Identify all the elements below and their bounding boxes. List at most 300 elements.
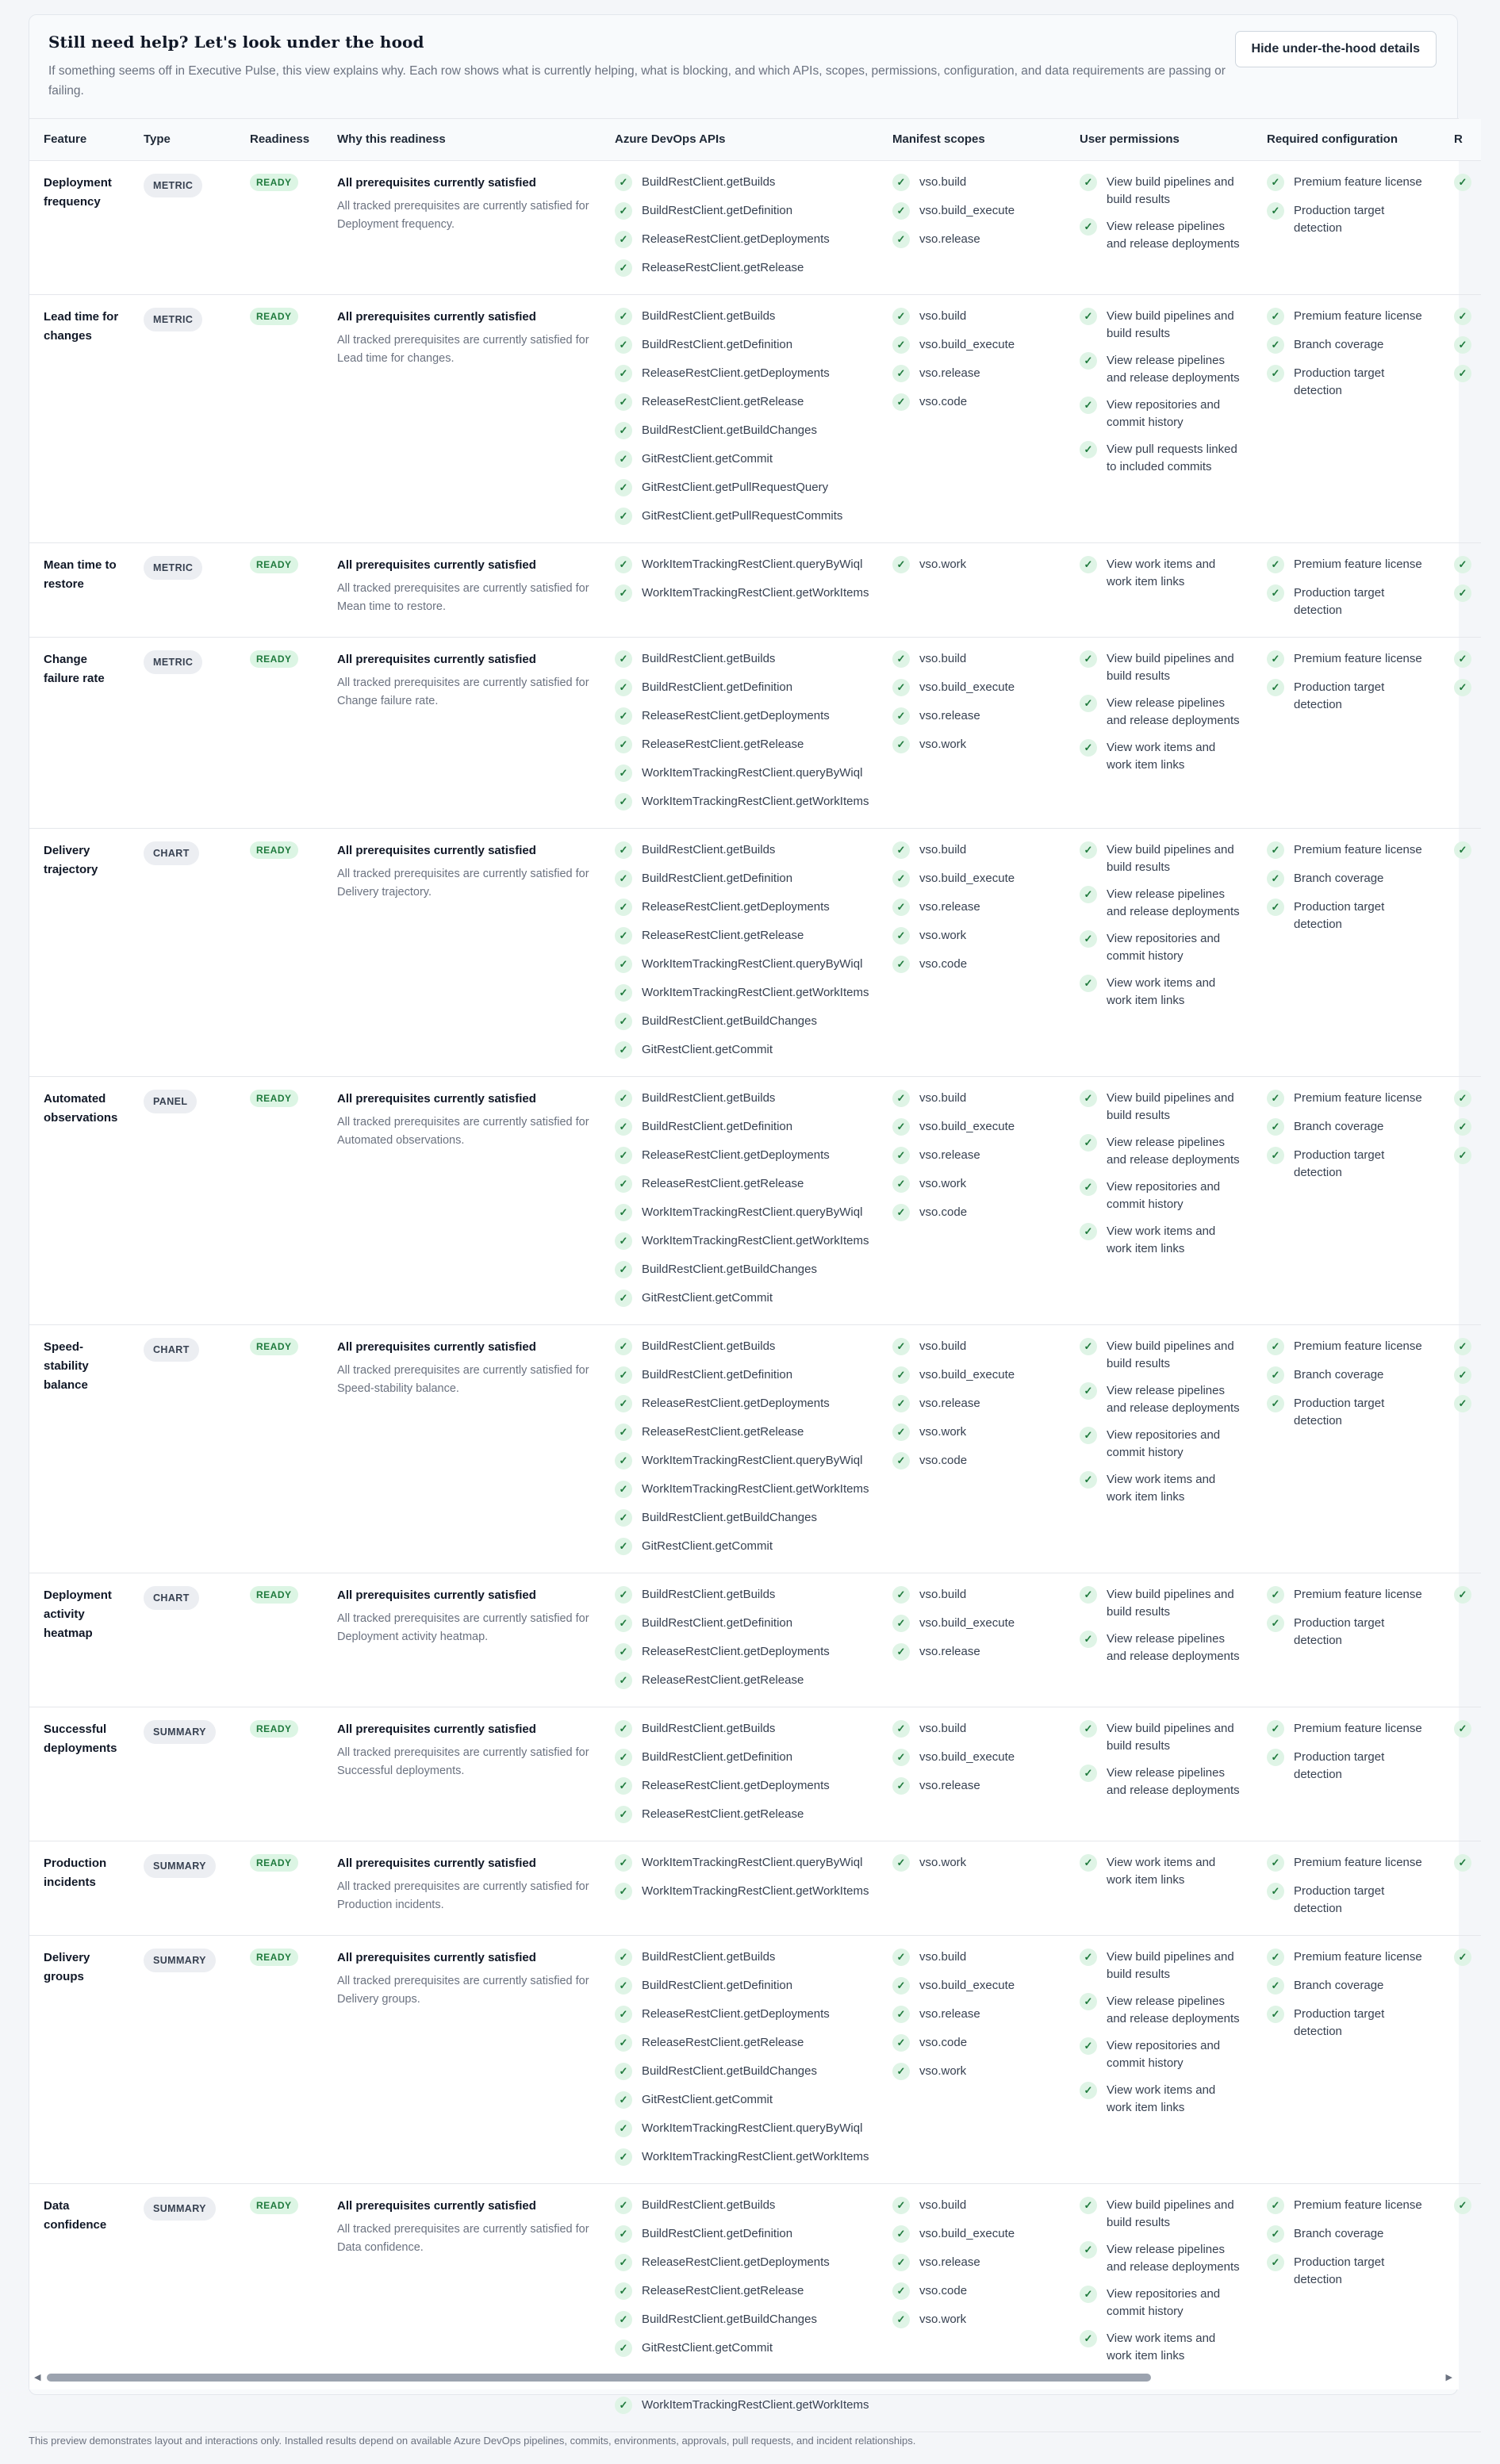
check-icon: ✓: [1080, 1586, 1097, 1604]
config-item: [1267, 1977, 1440, 1995]
check-icon: ✓: [1454, 365, 1471, 382]
permission-item: [1080, 841, 1253, 876]
check-icon: ✓: [615, 2091, 632, 2109]
check-icon: ✓: [1267, 1720, 1284, 1738]
config-cell: [1253, 1573, 1440, 1707]
permission-item: [1080, 1949, 1253, 1983]
scopes-cell: [878, 1935, 1065, 2183]
scope-item-label: vso.work: [919, 557, 967, 571]
readiness-cell: [236, 1707, 323, 1841]
scope-item-label: vso.release: [919, 708, 980, 722]
table-row: [29, 1841, 1481, 1935]
feature-cell: [29, 1324, 129, 1573]
api-item: [615, 2254, 878, 2271]
permission-item-label: View repositories and commit history: [1107, 931, 1221, 963]
scope-item-label: vso.build_execute: [919, 1749, 1015, 1764]
readiness-cell: [236, 294, 323, 542]
data-requirement-item: [1454, 174, 1481, 191]
scope-item-label: vso.release: [919, 2255, 980, 2269]
api-item: [615, 336, 878, 354]
column-header: User permissions: [1065, 119, 1253, 160]
apis-cell: [600, 1707, 878, 1841]
api-item-label: WorkItemTrackingRestClient.getWorkItems: [642, 2149, 869, 2163]
config-item: [1267, 1615, 1440, 1650]
scrollbar-thumb[interactable]: [47, 2374, 1151, 2382]
check-icon: ✓: [1454, 841, 1471, 859]
api-item: [615, 1586, 878, 1604]
check-icon: ✓: [1080, 886, 1097, 903]
permission-item: [1080, 2082, 1253, 2117]
config-item-label: Production target detection: [1294, 1615, 1385, 1647]
type-badge: METRIC: [144, 650, 202, 674]
feature-cell: [29, 1076, 129, 1324]
scope-item: [892, 736, 1065, 753]
scope-item-label: vso.code: [919, 2035, 968, 2049]
config-cell: [1253, 1707, 1440, 1841]
check-icon: ✓: [892, 1395, 910, 1412]
config-item: [1267, 841, 1440, 859]
permission-item-label: View release pipelines and release deployments: [1107, 2242, 1240, 2274]
readiness-cell: [236, 637, 323, 828]
scroll-right-arrow-icon[interactable]: ▶: [1445, 2373, 1452, 2382]
check-icon: ✓: [615, 1749, 632, 1766]
feature-name: Mean time to restore: [44, 558, 117, 591]
permission-item-label: View build pipelines and build results: [1107, 842, 1234, 874]
permission-item: [1080, 2286, 1253, 2320]
why-description: All tracked prerequisites are currently satisfied for Lead time for changes.: [337, 333, 589, 365]
config-item-label: Branch coverage: [1294, 1119, 1384, 1133]
permission-item-label: View work items and work item links: [1107, 2083, 1216, 2114]
config-item-label: Premium feature license: [1294, 1339, 1422, 1353]
check-icon: ✓: [892, 870, 910, 887]
scopes-cell: [878, 637, 1065, 828]
api-item: [615, 2282, 878, 2300]
check-icon: ✓: [892, 1175, 910, 1193]
scope-item-label: vso.build_execute: [919, 203, 1015, 217]
permission-item: [1080, 1471, 1253, 1506]
config-item: [1267, 1366, 1440, 1384]
scope-item: [892, 365, 1065, 382]
check-icon: ✓: [1080, 975, 1097, 992]
type-cell: [129, 637, 236, 828]
permissions-cell: [1065, 828, 1253, 1076]
check-icon: ✓: [1267, 1090, 1284, 1107]
config-item: [1267, 202, 1440, 237]
config-item-label: Production target detection: [1294, 899, 1385, 931]
check-icon: ✓: [1080, 556, 1097, 573]
permission-item-label: View work items and work item links: [1107, 557, 1216, 588]
data-requirements-cell: [1440, 1076, 1481, 1324]
api-item-label: BuildRestClient.getDefinition: [642, 2226, 793, 2240]
api-item-label: ReleaseRestClient.getRelease: [642, 1807, 804, 1821]
api-item-label: ReleaseRestClient.getDeployments: [642, 1148, 830, 1162]
config-item-label: Production target detection: [1294, 2255, 1385, 2286]
check-icon: ✓: [892, 1338, 910, 1355]
check-icon: ✓: [615, 1261, 632, 1278]
check-icon: ✓: [892, 2034, 910, 2052]
api-item-label: BuildRestClient.getDefinition: [642, 680, 793, 694]
data-requirement-item: [1454, 1854, 1481, 1872]
why-title: All prerequisites currently satisfied: [337, 558, 536, 572]
why-description: All tracked prerequisites are currently satisfied for Speed-stability balance.: [337, 1363, 589, 1395]
check-icon: ✓: [1267, 2254, 1284, 2271]
why-title: All prerequisites currently satisfied: [337, 309, 536, 324]
config-item-label: Production target detection: [1294, 680, 1385, 711]
why-title: All prerequisites currently satisfied: [337, 175, 536, 190]
api-item: [615, 479, 878, 496]
check-icon: ✓: [1267, 1147, 1284, 1164]
check-icon: ✓: [1267, 870, 1284, 887]
scroll-left-arrow-icon[interactable]: ◀: [34, 2373, 41, 2382]
config-item: [1267, 2197, 1440, 2214]
type-badge: SUMMARY: [144, 1720, 216, 1744]
apis-cell: [600, 2183, 878, 2431]
config-item: [1267, 336, 1440, 354]
api-item: [615, 736, 878, 753]
scope-item: [892, 308, 1065, 325]
why-cell: [323, 1935, 600, 2183]
api-item: [615, 2034, 878, 2052]
api-item: [615, 650, 878, 668]
status-badge: READY: [250, 1949, 298, 1966]
data-requirement-item: [1454, 1118, 1481, 1136]
check-icon: ✓: [1267, 1586, 1284, 1604]
config-item: [1267, 1883, 1440, 1918]
check-icon: ✓: [615, 2197, 632, 2214]
check-icon: ✓: [892, 1366, 910, 1384]
check-icon: ✓: [615, 2148, 632, 2166]
permission-item-label: View pull requests linked to included commits: [1107, 442, 1237, 473]
data-requirement-item: [1454, 841, 1481, 859]
check-icon: ✓: [892, 174, 910, 191]
api-item-label: ReleaseRestClient.getRelease: [642, 1673, 804, 1687]
apis-cell: [600, 1573, 878, 1707]
apis-cell: [600, 1935, 878, 2183]
api-item-label: BuildRestClient.getDefinition: [642, 871, 793, 885]
why-description: All tracked prerequisites are currently satisfied for Change failure rate.: [337, 676, 589, 707]
check-icon: ✓: [1080, 1382, 1097, 1400]
scope-item: [892, 1452, 1065, 1470]
feature-cell: [29, 160, 129, 294]
check-icon: ✓: [615, 1013, 632, 1030]
config-item-label: Branch coverage: [1294, 871, 1384, 885]
feature-cell: [29, 637, 129, 828]
api-item: [615, 1481, 878, 1498]
check-icon: ✓: [1080, 352, 1097, 370]
check-icon: ✓: [892, 1854, 910, 1872]
config-item: [1267, 2225, 1440, 2243]
api-item-label: ReleaseRestClient.getRelease: [642, 260, 804, 274]
hide-details-button[interactable]: Hide under-the-hood details: [1235, 31, 1437, 67]
check-icon: ✓: [1080, 1993, 1097, 2010]
check-icon: ✓: [892, 1204, 910, 1221]
config-item: [1267, 899, 1440, 933]
apis-cell: [600, 1324, 878, 1573]
check-icon: ✓: [892, 231, 910, 248]
api-item-label: BuildRestClient.getBuildChanges: [642, 1510, 817, 1524]
check-icon: ✓: [892, 1118, 910, 1136]
scope-item: [892, 393, 1065, 411]
check-icon: ✓: [1267, 584, 1284, 602]
horizontal-scrollbar[interactable]: [29, 2366, 1459, 2389]
scope-item-label: vso.work: [919, 1855, 967, 1869]
check-icon: ✓: [615, 764, 632, 782]
api-item: [615, 1977, 878, 1995]
check-icon: ✓: [892, 1749, 910, 1766]
table-row: [29, 2183, 1481, 2431]
scope-item-label: vso.release: [919, 899, 980, 914]
api-item: [615, 202, 878, 220]
check-icon: ✓: [615, 1777, 632, 1795]
api-item-label: BuildRestClient.getDefinition: [642, 1978, 793, 1992]
config-item: [1267, 1586, 1440, 1604]
permission-item: [1080, 2241, 1253, 2276]
table-row: [29, 828, 1481, 1076]
permission-item-label: View build pipelines and build results: [1107, 1721, 1234, 1753]
check-icon: ✓: [615, 870, 632, 887]
data-requirement-item: [1454, 1338, 1481, 1355]
check-icon: ✓: [615, 2063, 632, 2080]
api-item-label: BuildRestClient.getDefinition: [642, 337, 793, 351]
scope-item-label: vso.release: [919, 2006, 980, 2021]
check-icon: ✓: [1267, 1118, 1284, 1136]
check-icon: ✓: [1454, 1366, 1471, 1384]
api-item-label: GitRestClient.getPullRequestCommits: [642, 508, 843, 523]
check-icon: ✓: [892, 2254, 910, 2271]
api-item-label: GitRestClient.getCommit: [642, 1042, 773, 1056]
data-requirement-item: [1454, 1366, 1481, 1384]
check-icon: ✓: [615, 2120, 632, 2137]
check-icon: ✓: [615, 2311, 632, 2328]
readiness-cell: [236, 1841, 323, 1935]
why-description: All tracked prerequisites are currently satisfied for Delivery groups.: [337, 1974, 589, 2006]
why-description: All tracked prerequisites are currently satisfied for Production incidents.: [337, 1880, 589, 1911]
apis-cell: [600, 294, 878, 542]
check-icon: ✓: [1080, 2037, 1097, 2055]
scope-item: [892, 1175, 1065, 1193]
check-icon: ✓: [615, 650, 632, 668]
type-cell: [129, 542, 236, 637]
table-row: [29, 160, 1481, 294]
check-icon: ✓: [615, 899, 632, 916]
permission-item: [1080, 739, 1253, 774]
column-header: Azure DevOps APIs: [600, 119, 878, 160]
check-icon: ✓: [892, 707, 910, 725]
why-description: All tracked prerequisites are currently satisfied for Deployment activity heatmap.: [337, 1611, 589, 1643]
api-item-label: BuildRestClient.getBuilds: [642, 1090, 776, 1105]
check-icon: ✓: [1080, 1338, 1097, 1355]
scope-item-label: vso.build_execute: [919, 1367, 1015, 1381]
why-title: All prerequisites currently satisfied: [337, 1339, 536, 1354]
readiness-table: [29, 119, 1481, 2432]
api-item: [615, 365, 878, 382]
check-icon: ✓: [1080, 695, 1097, 712]
api-item-label: WorkItemTrackingRestClient.queryByWiql: [642, 765, 863, 780]
table-row: [29, 1707, 1481, 1841]
permissions-cell: [1065, 637, 1253, 828]
why-cell: [323, 542, 600, 637]
check-icon: ✓: [1080, 2082, 1097, 2099]
config-item-label: Premium feature license: [1294, 842, 1422, 856]
check-icon: ✓: [1454, 174, 1471, 191]
permission-item-label: View release pipelines and release deployments: [1107, 1994, 1240, 2025]
api-item-label: WorkItemTrackingRestClient.getWorkItems: [642, 1883, 869, 1898]
readiness-cell: [236, 828, 323, 1076]
check-icon: ✓: [1267, 336, 1284, 354]
scope-item-label: vso.work: [919, 928, 967, 942]
scope-item: [892, 1749, 1065, 1766]
check-icon: ✓: [892, 679, 910, 696]
check-icon: ✓: [615, 1586, 632, 1604]
data-requirement-item: [1454, 584, 1481, 602]
check-icon: ✓: [615, 1232, 632, 1250]
check-icon: ✓: [892, 2311, 910, 2328]
config-cell: [1253, 1076, 1440, 1324]
permission-item-label: View release pipelines and release deployments: [1107, 1135, 1240, 1167]
check-icon: ✓: [1267, 841, 1284, 859]
check-icon: ✓: [1267, 1395, 1284, 1412]
check-icon: ✓: [615, 679, 632, 696]
api-item-label: WorkItemTrackingRestClient.queryByWiql: [642, 956, 863, 971]
feature-cell: [29, 1935, 129, 2183]
type-cell: [129, 160, 236, 294]
api-item: [615, 2225, 878, 2243]
check-icon: ✓: [1454, 679, 1471, 696]
api-item-label: WorkItemTrackingRestClient.queryByWiql: [642, 1855, 863, 1869]
why-cell: [323, 637, 600, 828]
api-item: [615, 508, 878, 525]
permission-item-label: View work items and work item links: [1107, 1855, 1216, 1887]
api-item-label: BuildRestClient.getBuilds: [642, 1721, 776, 1735]
api-item: [615, 1232, 878, 1250]
permission-item: [1080, 174, 1253, 209]
feature-name: Deployment activity heatmap: [44, 1588, 112, 1640]
scopes-cell: [878, 1324, 1065, 1573]
permission-item-label: View release pipelines and release deployments: [1107, 887, 1240, 918]
api-item-label: BuildRestClient.getBuilds: [642, 1339, 776, 1353]
readiness-cell: [236, 542, 323, 637]
permission-item: [1080, 1338, 1253, 1373]
scope-item-label: vso.build: [919, 842, 967, 856]
check-icon: ✓: [615, 1720, 632, 1738]
status-badge: READY: [250, 650, 298, 668]
api-item: [615, 870, 878, 887]
api-item: [615, 1118, 878, 1136]
check-icon: ✓: [892, 650, 910, 668]
feature-name: Automated observations: [44, 1091, 118, 1125]
api-item: [615, 984, 878, 1002]
permission-item-label: View work items and work item links: [1107, 2331, 1216, 2362]
check-icon: ✓: [1267, 899, 1284, 916]
panel-description: If something seems off in Executive Pulse, this view explains why. Each row shows what is currently helping, what is blocking, and which APIs, scopes, permissions, configuration, and data requirements are passing or failing.: [48, 64, 1226, 98]
scope-item: [892, 2311, 1065, 2328]
check-icon: ✓: [1267, 365, 1284, 382]
check-icon: ✓: [1080, 308, 1097, 325]
check-icon: ✓: [615, 1338, 632, 1355]
check-icon: ✓: [892, 1977, 910, 1995]
data-requirements-cell: [1440, 1324, 1481, 1573]
check-icon: ✓: [1454, 1586, 1471, 1604]
feature-name: Deployment frequency: [44, 175, 112, 209]
scope-item-label: vso.release: [919, 1778, 980, 1792]
config-item: [1267, 1720, 1440, 1738]
config-item-label: Production target detection: [1294, 2006, 1385, 2038]
type-badge: PANEL: [144, 1090, 197, 1113]
api-item-label: WorkItemTrackingRestClient.getWorkItems: [642, 2397, 869, 2412]
column-header: Feature: [29, 119, 129, 160]
permission-item: [1080, 1631, 1253, 1665]
scope-item: [892, 1720, 1065, 1738]
config-item: [1267, 556, 1440, 573]
api-item-label: ReleaseRestClient.getRelease: [642, 1424, 804, 1439]
scope-item-label: vso.release: [919, 1396, 980, 1410]
scope-item-label: vso.build: [919, 1949, 967, 1964]
scope-item: [892, 1424, 1065, 1441]
config-item: [1267, 1147, 1440, 1182]
api-item-label: BuildRestClient.getBuilds: [642, 1587, 776, 1601]
data-requirement-item: [1454, 679, 1481, 696]
scope-item: [892, 899, 1065, 916]
api-item: [615, 422, 878, 439]
scope-item-label: vso.code: [919, 394, 968, 408]
permission-item: [1080, 1134, 1253, 1169]
check-icon: ✓: [1080, 739, 1097, 757]
check-icon: ✓: [1080, 1471, 1097, 1489]
check-icon: ✓: [1267, 679, 1284, 696]
table-row: [29, 1324, 1481, 1573]
api-item-label: WorkItemTrackingRestClient.getWorkItems: [642, 985, 869, 999]
scope-item-label: vso.work: [919, 2064, 967, 2078]
api-item-label: ReleaseRestClient.getRelease: [642, 1176, 804, 1190]
permission-item: [1080, 1993, 1253, 2028]
api-item-label: GitRestClient.getCommit: [642, 1539, 773, 1553]
scope-item-label: vso.build: [919, 1587, 967, 1601]
scope-item-label: vso.work: [919, 1424, 967, 1439]
column-header: Readiness: [236, 119, 323, 160]
config-cell: [1253, 828, 1440, 1076]
api-item-label: ReleaseRestClient.getDeployments: [642, 708, 830, 722]
permission-item: [1080, 1178, 1253, 1213]
type-cell: [129, 1707, 236, 1841]
check-icon: ✓: [1267, 1883, 1284, 1900]
permissions-cell: [1065, 2183, 1253, 2431]
readiness-table-container[interactable]: [29, 118, 1467, 2412]
scope-item: [892, 2063, 1065, 2080]
permission-item: [1080, 1427, 1253, 1462]
check-icon: ✓: [615, 556, 632, 573]
check-icon: ✓: [892, 2197, 910, 2214]
permission-item: [1080, 1586, 1253, 1621]
permission-item-label: View build pipelines and build results: [1107, 1339, 1234, 1370]
api-item-label: BuildRestClient.getBuildChanges: [642, 2312, 817, 2326]
api-item: [615, 1175, 878, 1193]
check-icon: ✓: [1454, 308, 1471, 325]
api-item-label: BuildRestClient.getBuildChanges: [642, 1014, 817, 1028]
why-title: All prerequisites currently satisfied: [337, 1856, 536, 1870]
check-icon: ✓: [892, 202, 910, 220]
config-item-label: Premium feature license: [1294, 1090, 1422, 1105]
check-icon: ✓: [1080, 1631, 1097, 1648]
permission-item: [1080, 695, 1253, 730]
api-item-label: GitRestClient.getCommit: [642, 2092, 773, 2106]
permission-item-label: View release pipelines and release deployments: [1107, 696, 1240, 727]
check-icon: ✓: [615, 508, 632, 525]
column-header: Why this readiness: [323, 119, 600, 160]
api-item: [615, 1749, 878, 1766]
table-header-row: [29, 119, 1481, 160]
check-icon: ✓: [1454, 1949, 1471, 1966]
config-item: [1267, 1749, 1440, 1784]
